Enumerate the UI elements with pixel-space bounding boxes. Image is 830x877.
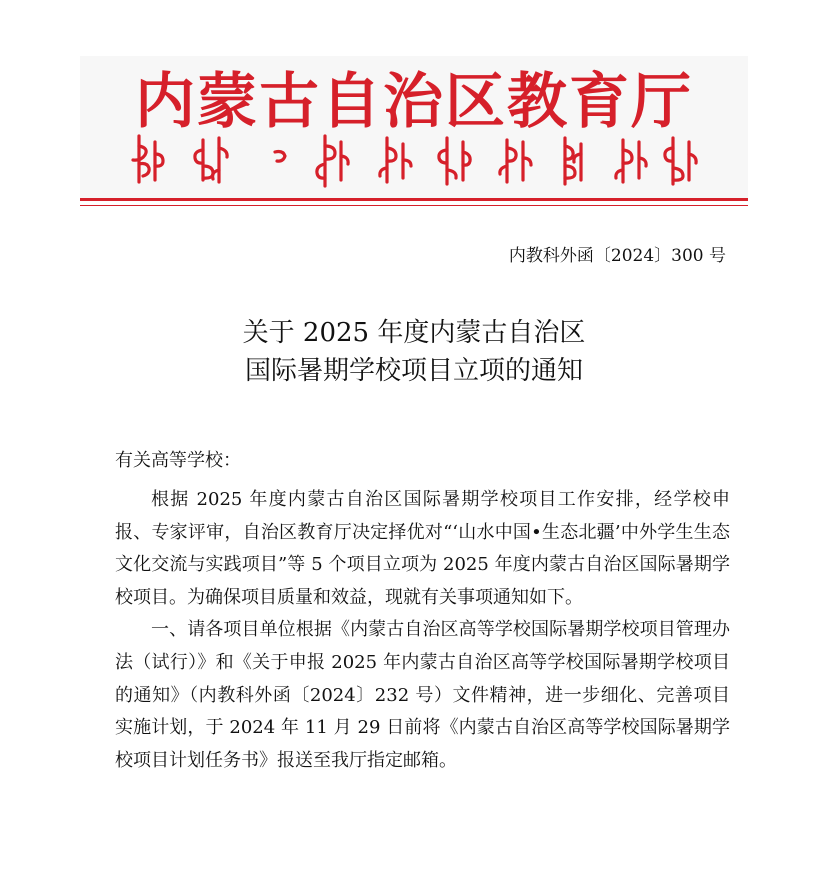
letterhead-red-rule-thick bbox=[80, 198, 748, 201]
title-line-2: 国际暑期学校项目立项的通知 bbox=[244, 356, 583, 386]
letterhead-org-name: 内蒙古自治区教育厅 bbox=[135, 67, 693, 137]
addressee: 有关高等学校： bbox=[115, 450, 241, 471]
body-paragraph-1: 根据 2025 年度内蒙古自治区国际暑期学校项目工作安排，经学校申报、专家评审，自治区教育厅决定择优对“‘山水中国•生态北疆’中外学生生态文化交流与实践项目”等 5 个项目立项为 2025 年度内蒙古自治区国际暑期学校项目。为确保项目质量和效益，现就有关事项通知如下。 bbox=[115, 489, 730, 608]
document-title bbox=[80, 314, 748, 390]
body-paragraph-2: 一、请各项目单位根据《内蒙古自治区高等学校国际暑期学校项目管理办法（试行）》和《关于申报 2025 年内蒙古自治区高等学校国际暑期学校项目的通知》（内教科外函〔2024〕232 号）文件精神，进一步细化、完善项目实施计划，于 2024 年 11 月 29 日前将《内蒙古自治区高等学校国际暑期学校项目计划任务书》报送至我厅指定邮箱。 bbox=[115, 619, 730, 771]
mongolian-script-logo bbox=[125, 130, 705, 192]
title-line-1: 关于 2025 年度内蒙古自治区 bbox=[242, 318, 586, 348]
document-number: 内教科外函〔2024〕300 号 bbox=[508, 246, 726, 266]
letterhead-red-rule-thin bbox=[80, 205, 748, 206]
document-body bbox=[115, 484, 730, 777]
